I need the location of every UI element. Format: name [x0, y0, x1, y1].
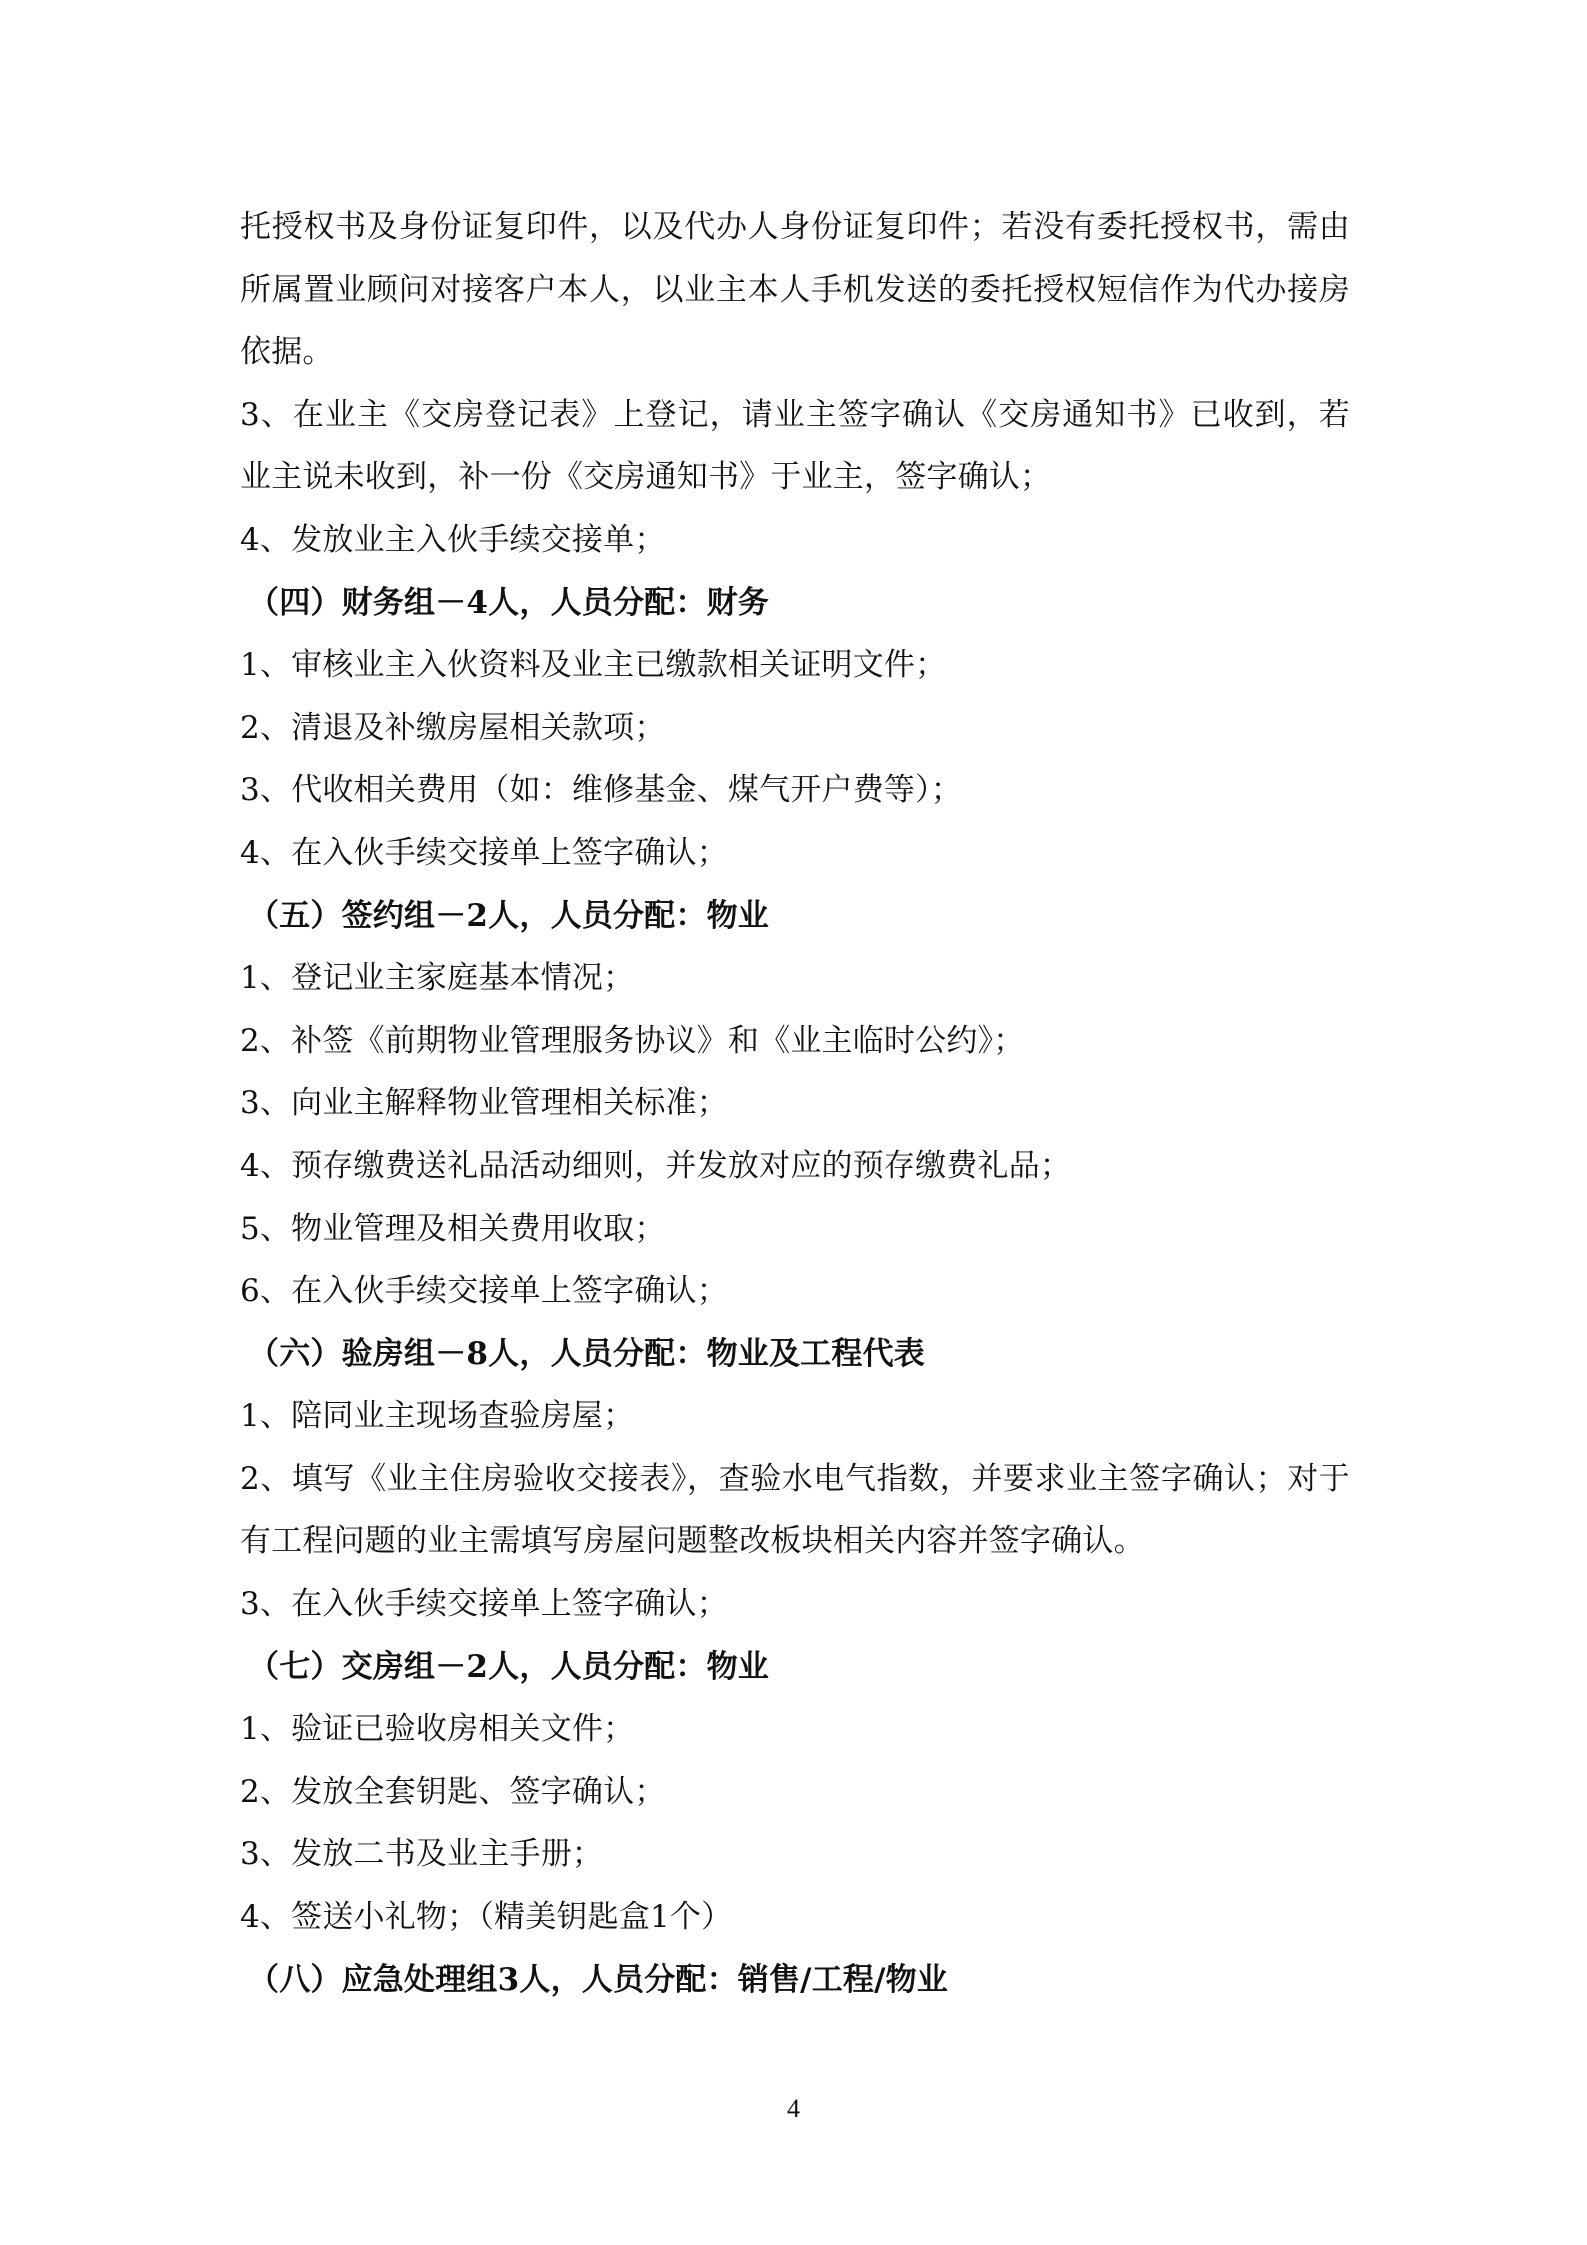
section-heading: （六）验房组－8人，人员分配：物业及工程代表: [248, 1335, 925, 1372]
section-heading: （五）签约组－2人，人员分配：物业: [248, 897, 769, 934]
section-heading: （七）交房组－2人，人员分配：物业: [248, 1648, 769, 1685]
text-line: 2、发放全套钥匙、签字确认；: [240, 1773, 666, 1810]
text-line: 1、登记业主家庭基本情况；: [240, 960, 635, 997]
text-line: 3、在业主《交房登记表》上登记，请业主签字确认《交房通知书》已收到，若: [240, 396, 1350, 433]
section-heading: （八）应急处理组3人，人员分配：销售/工程/物业: [248, 1961, 949, 1998]
text-line: 业主说未收到，补一份《交房通知书》于业主，签字确认；: [240, 459, 1052, 496]
text-line: 托授权书及身份证复印件，以及代办人身份证复印件；若没有委托授权书，需由: [240, 209, 1350, 245]
text-line: 1、验证已验收房相关文件；: [240, 1711, 635, 1748]
text-line: 1、审核业主入伙资料及业主已缴款相关证明文件；: [240, 647, 947, 684]
text-line: 2、填写《业主住房验收交接表》，查验水电气指数，并要求业主签字确认；对于: [240, 1460, 1350, 1497]
document-body: [240, 196, 1350, 2011]
text-line: 3、在入伙手续交接单上签字确认；: [240, 1586, 728, 1623]
text-line: 2、补签《前期物业管理服务协议》和《业主临时公约》；: [240, 1022, 1025, 1059]
text-line: 1、陪同业主现场查验房屋；: [240, 1398, 635, 1435]
section-heading: （四）财务组－4人，人员分配：财务: [248, 584, 769, 621]
text-line: 所属置业顾问对接客户本人，以业主本人手机发送的委托授权短信作为代办接房: [240, 271, 1350, 308]
text-line: 3、代收相关费用（如：维修基金、煤气开户费等）；: [240, 772, 963, 809]
text-line: 4、预存缴费送礼品活动细则，并发放对应的预存缴费礼品；: [240, 1147, 1072, 1184]
text-line: 3、发放二书及业主手册；: [240, 1836, 604, 1873]
text-line: 有工程问题的业主需填写房屋问题整改板块相关内容并签字确认。: [240, 1523, 1145, 1560]
text-line: 4、签送小礼物；（精美钥匙盒1个）: [240, 1899, 733, 1936]
text-line: 依据。: [240, 334, 334, 371]
text-line: 5、物业管理及相关费用收取；: [240, 1210, 666, 1247]
text-line: 2、清退及补缴房屋相关款项；: [240, 709, 666, 746]
text-line: 6、在入伙手续交接单上签字确认；: [240, 1273, 728, 1310]
page-number: 4: [787, 2094, 800, 2123]
text-line: 4、发放业主入伙手续交接单；: [240, 521, 666, 558]
text-line: 3、向业主解释物业管理相关标准；: [240, 1085, 728, 1122]
text-line: 4、在入伙手续交接单上签字确认；: [240, 834, 728, 871]
